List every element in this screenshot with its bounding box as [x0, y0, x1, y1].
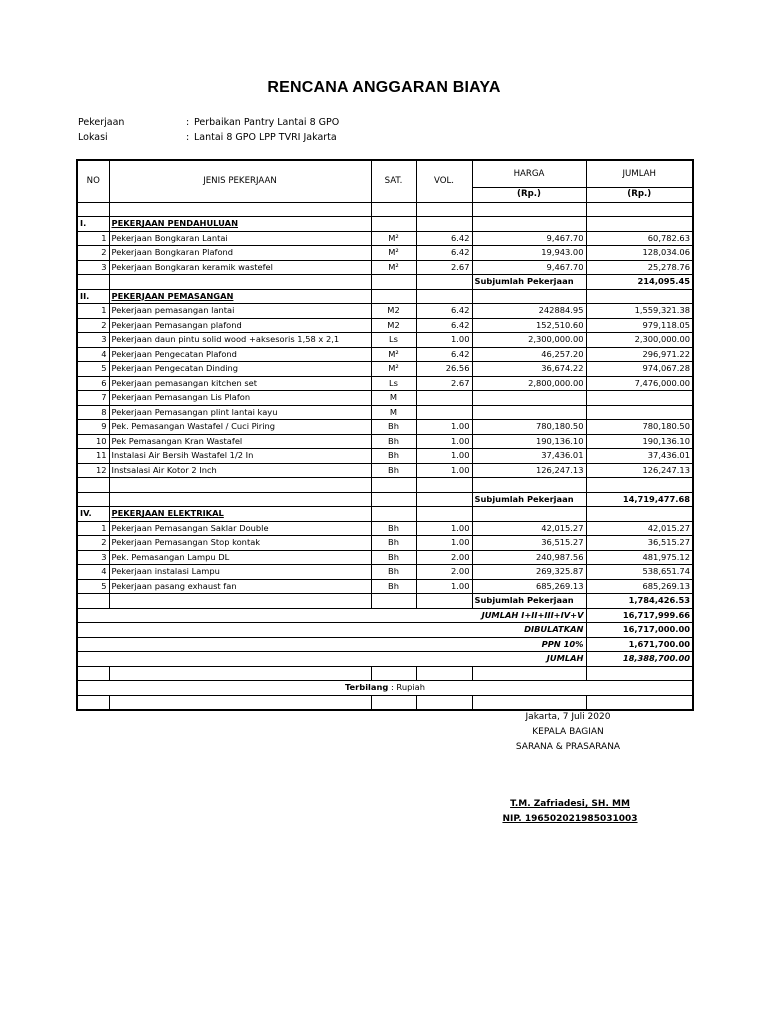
item-unit: Bh — [371, 550, 416, 565]
item-description: Pekerjaan pemasangan kitchen set — [109, 376, 371, 391]
item-number: 3 — [77, 260, 109, 275]
item-row — [77, 318, 693, 333]
item-unit: M² — [371, 246, 416, 261]
item-price: 37,436.01 — [472, 449, 586, 464]
lokasi-value: Lantai 8 GPO LPP TVRI Jakarta — [194, 132, 337, 143]
empty-cell — [371, 217, 416, 232]
empty-cell — [586, 202, 693, 217]
subtotal-value: 1,784,426.53 — [586, 594, 693, 609]
section-title: PEKERJAAN PEMASANGAN — [109, 289, 371, 304]
header-harga-unit: (Rp.) — [472, 188, 586, 203]
item-price: 46,257.20 — [472, 347, 586, 362]
signature-name: T.M. Zafriadesi, SH. MM — [510, 799, 630, 809]
item-unit: M2 — [371, 318, 416, 333]
header-no: NO — [77, 160, 109, 202]
item-unit: M — [371, 391, 416, 406]
subtotal-value: 214,095.45 — [586, 275, 693, 290]
spacer-row — [77, 666, 693, 681]
item-volume — [416, 405, 472, 420]
terbilang-row — [77, 681, 693, 696]
item-unit: M² — [371, 362, 416, 377]
empty-cell — [472, 695, 586, 710]
item-description: Pekerjaan Pemasangan plafond — [109, 318, 371, 333]
empty-cell — [416, 275, 472, 290]
empty-cell — [416, 202, 472, 217]
item-row — [77, 521, 693, 536]
empty-cell — [371, 507, 416, 522]
item-description: Pek. Pemasangan Wastafel / Cuci Piring — [109, 420, 371, 435]
item-row — [77, 420, 693, 435]
item-amount: 126,247.13 — [586, 463, 693, 478]
item-number: 1 — [77, 231, 109, 246]
item-volume — [416, 391, 472, 406]
item-price: 269,325.87 — [472, 565, 586, 580]
item-volume: 1.00 — [416, 333, 472, 348]
empty-cell — [472, 478, 586, 493]
subtotal-label: Subjumlah Pekerjaan — [472, 275, 586, 290]
item-amount: 685,269.13 — [586, 579, 693, 594]
total-row — [77, 623, 693, 638]
item-number: 4 — [77, 565, 109, 580]
item-description: Pek Pemasangan Kran Wastafel — [109, 434, 371, 449]
empty-cell — [586, 289, 693, 304]
header-vol: VOL. — [416, 160, 472, 202]
item-number: 10 — [77, 434, 109, 449]
empty-cell — [371, 666, 416, 681]
item-volume: 2.67 — [416, 376, 472, 391]
item-number: 12 — [77, 463, 109, 478]
lokasi-colon: : — [186, 132, 190, 143]
item-row — [77, 333, 693, 348]
item-amount: 296,971.22 — [586, 347, 693, 362]
item-price: 126,247.13 — [472, 463, 586, 478]
total-label: JUMLAH I+II+III+IV+V — [77, 608, 586, 623]
item-price: 152,510.60 — [472, 318, 586, 333]
item-description: Pekerjaan Pemasangan Saklar Double — [109, 521, 371, 536]
empty-cell — [586, 666, 693, 681]
empty-cell — [371, 289, 416, 304]
empty-cell — [371, 492, 416, 507]
item-amount: 780,180.50 — [586, 420, 693, 435]
item-price: 42,015.27 — [472, 521, 586, 536]
empty-cell — [77, 695, 109, 710]
section-header-row — [77, 217, 693, 232]
item-price: 36,515.27 — [472, 536, 586, 551]
item-unit: Bh — [371, 449, 416, 464]
total-value: 1,671,700.00 — [586, 637, 693, 652]
item-description: Pekerjaan Pemasangan Lis Plafon — [109, 391, 371, 406]
header-jenis: JENIS PEKERJAAN — [109, 160, 371, 202]
section-number: I. — [77, 217, 109, 232]
item-number: 3 — [77, 333, 109, 348]
item-amount — [586, 391, 693, 406]
item-amount: 128,034.06 — [586, 246, 693, 261]
empty-cell — [109, 478, 371, 493]
item-volume: 6.42 — [416, 318, 472, 333]
item-unit: Bh — [371, 420, 416, 435]
item-description: Pekerjaan pasang exhaust fan — [109, 579, 371, 594]
subtotal-row — [77, 275, 693, 290]
empty-cell — [77, 275, 109, 290]
item-description: Instsalasi Air Kotor 2 Inch — [109, 463, 371, 478]
item-volume: 1.00 — [416, 521, 472, 536]
terbilang-label: Terbilang — [345, 682, 389, 693]
item-number: 9 — [77, 420, 109, 435]
total-value: 18,388,700.00 — [586, 652, 693, 667]
item-row — [77, 463, 693, 478]
empty-cell — [109, 594, 371, 609]
empty-cell — [472, 202, 586, 217]
item-price: 190,136.10 — [472, 434, 586, 449]
item-row — [77, 362, 693, 377]
subtotal-label: Subjumlah Pekerjaan — [472, 492, 586, 507]
pekerjaan-label: Pekerjaan — [78, 117, 125, 128]
terbilang-value: : Rupiah — [391, 682, 425, 693]
header-jumlah: JUMLAH — [586, 160, 693, 188]
item-row — [77, 434, 693, 449]
item-unit: M² — [371, 347, 416, 362]
budget-table — [76, 159, 694, 711]
empty-cell — [416, 507, 472, 522]
empty-cell — [77, 478, 109, 493]
item-description: Pekerjaan Pengecatan Plafond — [109, 347, 371, 362]
empty-cell — [416, 478, 472, 493]
empty-cell — [416, 666, 472, 681]
item-volume: 6.42 — [416, 231, 472, 246]
item-unit: Bh — [371, 565, 416, 580]
empty-cell — [109, 202, 371, 217]
item-amount: 36,515.27 — [586, 536, 693, 551]
item-price: 9,467.70 — [472, 231, 586, 246]
item-unit: M² — [371, 260, 416, 275]
empty-cell — [472, 217, 586, 232]
total-value: 16,717,999.66 — [586, 608, 693, 623]
item-amount: 979,118.05 — [586, 318, 693, 333]
spacer-row — [77, 478, 693, 493]
item-row — [77, 347, 693, 362]
item-price: 9,467.70 — [472, 260, 586, 275]
item-description: Pekerjaan Bongkaran Lantai — [109, 231, 371, 246]
signature-position-1: KEPALA BAGIAN — [532, 727, 604, 737]
item-unit: Bh — [371, 521, 416, 536]
item-number: 11 — [77, 449, 109, 464]
item-volume: 1.00 — [416, 536, 472, 551]
item-row — [77, 304, 693, 319]
item-number: 1 — [77, 521, 109, 536]
item-unit: Ls — [371, 333, 416, 348]
header-sat: SAT. — [371, 160, 416, 202]
item-description: Pekerjaan Pengecatan Dinding — [109, 362, 371, 377]
item-number: 5 — [77, 362, 109, 377]
empty-cell — [472, 666, 586, 681]
section-header-row — [77, 507, 693, 522]
signature-nip: NIP. 196502021985031003 — [502, 814, 638, 824]
item-row — [77, 536, 693, 551]
empty-cell — [109, 275, 371, 290]
item-description: Pekerjaan Pemasangan Stop kontak — [109, 536, 371, 551]
empty-cell — [586, 695, 693, 710]
subtotal-value: 14,719,477.68 — [586, 492, 693, 507]
item-description: Instalasi Air Bersih Wastafel 1/2 In — [109, 449, 371, 464]
item-description: Pekerjaan daun pintu solid wood +aksesoris 1,58 x 2,1 — [109, 333, 371, 348]
item-price: 780,180.50 — [472, 420, 586, 435]
item-volume: 1.00 — [416, 434, 472, 449]
section-header-row — [77, 289, 693, 304]
item-description: Pekerjaan Bongkaran keramik wastefel — [109, 260, 371, 275]
item-row — [77, 579, 693, 594]
item-number: 3 — [77, 550, 109, 565]
empty-cell — [586, 217, 693, 232]
item-number: 7 — [77, 391, 109, 406]
empty-cell — [371, 594, 416, 609]
item-row — [77, 231, 693, 246]
header-jumlah-unit: (Rp.) — [586, 188, 693, 203]
item-row — [77, 391, 693, 406]
spacer-row — [77, 695, 693, 710]
item-unit: Bh — [371, 463, 416, 478]
section-number: II. — [77, 289, 109, 304]
item-number: 4 — [77, 347, 109, 362]
item-number: 1 — [77, 304, 109, 319]
item-description: Pekerjaan Pemasangan plint lantai kayu — [109, 405, 371, 420]
empty-cell — [109, 666, 371, 681]
section-number: IV. — [77, 507, 109, 522]
item-number: 8 — [77, 405, 109, 420]
signature-position-2: SARANA & PRASARANA — [515, 742, 621, 752]
section-title: PEKERJAAN PENDAHULUAN — [109, 217, 371, 232]
lokasi-label: Lokasi — [78, 132, 108, 143]
item-price — [472, 405, 586, 420]
item-unit: M2 — [371, 304, 416, 319]
item-unit: Bh — [371, 434, 416, 449]
empty-cell — [586, 478, 693, 493]
item-price: 242884.95 — [472, 304, 586, 319]
empty-cell — [77, 594, 109, 609]
empty-cell — [77, 666, 109, 681]
document-title: RENCANA ANGGARAN BIAYA — [267, 79, 501, 96]
header-row — [77, 160, 693, 188]
item-number: 2 — [77, 318, 109, 333]
item-description: Pek. Pemasangan Lampu DL — [109, 550, 371, 565]
item-amount: 37,436.01 — [586, 449, 693, 464]
item-volume: 1.00 — [416, 420, 472, 435]
total-row — [77, 608, 693, 623]
empty-cell — [371, 478, 416, 493]
item-description: Pekerjaan instalasi Lampu — [109, 565, 371, 580]
item-unit: M² — [371, 231, 416, 246]
empty-cell — [109, 695, 371, 710]
item-volume: 6.42 — [416, 347, 472, 362]
total-label: JUMLAH — [77, 652, 586, 667]
item-volume: 26.56 — [416, 362, 472, 377]
empty-cell — [109, 492, 371, 507]
item-description: Pekerjaan Bongkaran Plafond — [109, 246, 371, 261]
item-unit: Bh — [371, 579, 416, 594]
empty-cell — [416, 289, 472, 304]
item-volume: 2.67 — [416, 260, 472, 275]
pekerjaan-value: Perbaikan Pantry Lantai 8 GPO — [194, 117, 340, 128]
item-price — [472, 391, 586, 406]
empty-cell — [472, 507, 586, 522]
empty-cell — [77, 202, 109, 217]
item-amount: 974,067.28 — [586, 362, 693, 377]
empty-cell — [371, 202, 416, 217]
signature-place-date: Jakarta, 7 Juli 2020 — [525, 712, 611, 722]
item-amount: 481,975.12 — [586, 550, 693, 565]
total-label: PPN 10% — [77, 637, 586, 652]
item-volume: 1.00 — [416, 579, 472, 594]
item-volume: 6.42 — [416, 246, 472, 261]
empty-cell — [77, 492, 109, 507]
subtotal-label: Subjumlah Pekerjaan — [472, 594, 586, 609]
item-row — [77, 260, 693, 275]
empty-cell — [416, 594, 472, 609]
item-unit: M — [371, 405, 416, 420]
item-amount: 42,015.27 — [586, 521, 693, 536]
header-harga: HARGA — [472, 160, 586, 188]
item-volume: 1.00 — [416, 449, 472, 464]
total-row — [77, 652, 693, 667]
total-value: 16,717,000.00 — [586, 623, 693, 638]
item-amount: 538,651.74 — [586, 565, 693, 580]
terbilang-cell — [77, 681, 693, 696]
item-volume: 2.00 — [416, 550, 472, 565]
item-row — [77, 405, 693, 420]
item-row — [77, 550, 693, 565]
item-description: Pekerjaan pemasangan lantai — [109, 304, 371, 319]
item-amount: 2,300,000.00 — [586, 333, 693, 348]
subtotal-row — [77, 594, 693, 609]
item-volume: 6.42 — [416, 304, 472, 319]
total-row — [77, 637, 693, 652]
item-number: 6 — [77, 376, 109, 391]
pekerjaan-colon: : — [186, 117, 190, 128]
item-amount: 190,136.10 — [586, 434, 693, 449]
item-row — [77, 376, 693, 391]
item-number: 2 — [77, 536, 109, 551]
item-number: 5 — [77, 579, 109, 594]
empty-cell — [416, 695, 472, 710]
empty-cell — [472, 289, 586, 304]
item-row — [77, 449, 693, 464]
total-label: DIBULATKAN — [77, 623, 586, 638]
item-price: 19,943.00 — [472, 246, 586, 261]
item-unit: Bh — [371, 536, 416, 551]
item-price: 36,674.22 — [472, 362, 586, 377]
empty-cell — [586, 507, 693, 522]
subtotal-row — [77, 492, 693, 507]
item-volume: 2.00 — [416, 565, 472, 580]
item-number: 2 — [77, 246, 109, 261]
item-volume: 1.00 — [416, 463, 472, 478]
spacer-row — [77, 202, 693, 217]
item-amount: 1,559,321.38 — [586, 304, 693, 319]
item-row — [77, 565, 693, 580]
item-price: 685,269.13 — [472, 579, 586, 594]
item-price: 2,300,000.00 — [472, 333, 586, 348]
empty-cell — [371, 695, 416, 710]
item-amount: 7,476,000.00 — [586, 376, 693, 391]
empty-cell — [416, 217, 472, 232]
item-unit: Ls — [371, 376, 416, 391]
item-amount — [586, 405, 693, 420]
item-amount: 60,782.63 — [586, 231, 693, 246]
item-amount: 25,278.76 — [586, 260, 693, 275]
item-price: 2,800,000.00 — [472, 376, 586, 391]
section-title: PEKERJAAN ELEKTRIKAL — [109, 507, 371, 522]
item-price: 240,987.56 — [472, 550, 586, 565]
empty-cell — [371, 275, 416, 290]
empty-cell — [416, 492, 472, 507]
item-row — [77, 246, 693, 261]
